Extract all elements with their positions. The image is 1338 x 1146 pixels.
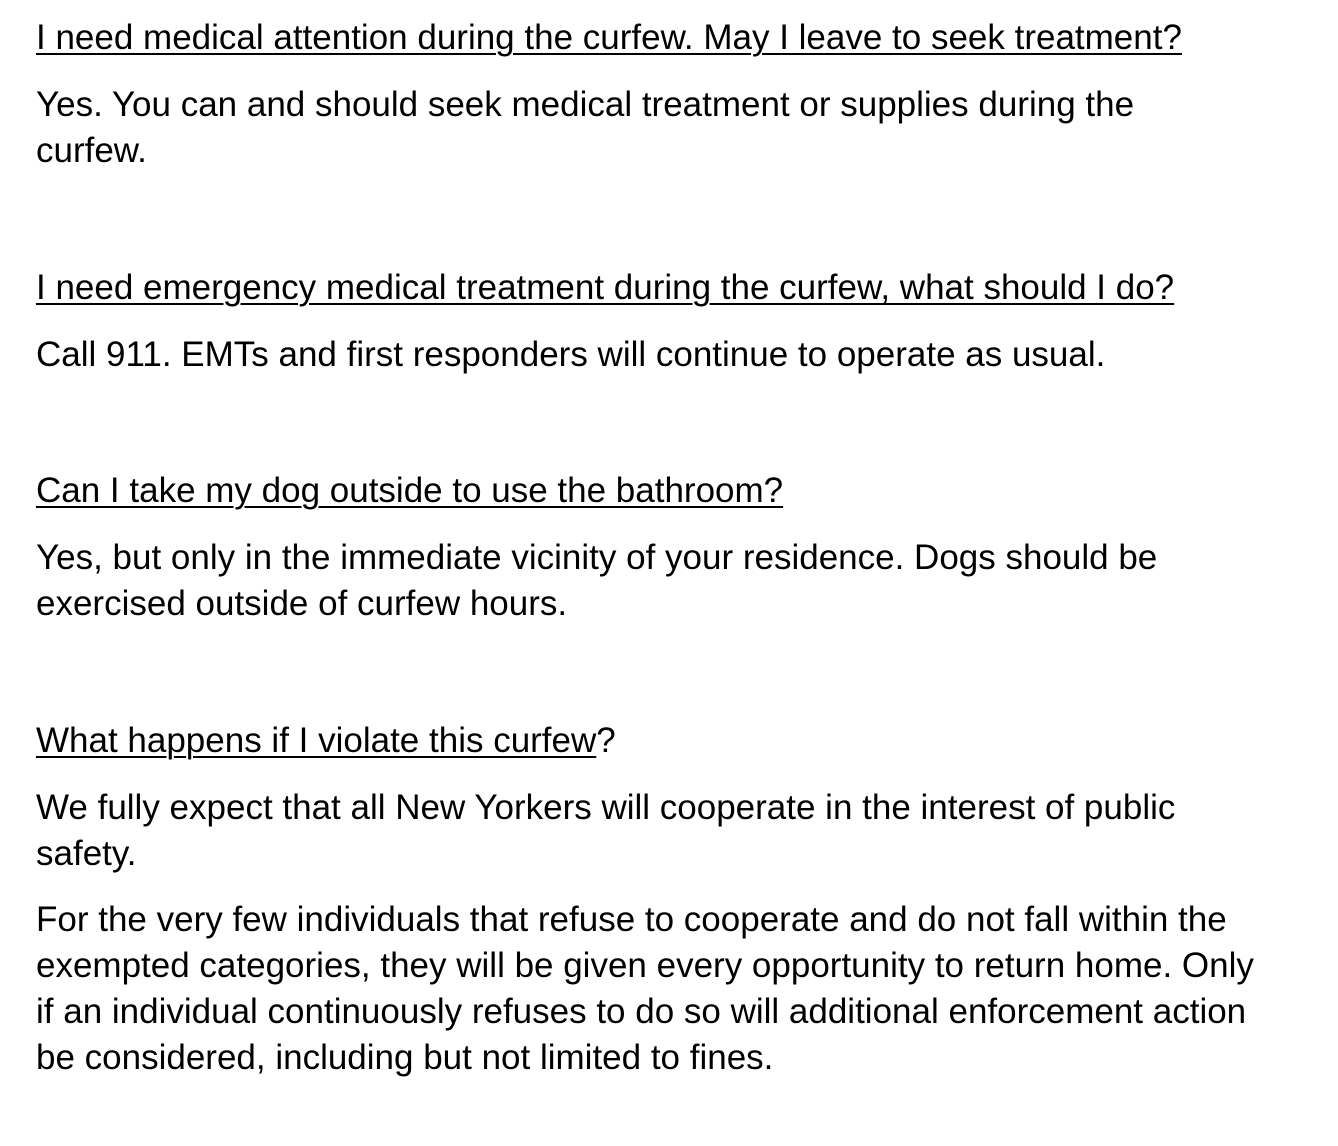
faq-medical-attention (36, 14, 1326, 174)
faq-question-text: I need medical attention during the curfew. May I leave to seek treatment? (36, 18, 1182, 57)
faq-answer: Yes. You can and should seek medical treatment or supplies during the curfew. (36, 85, 1135, 170)
faq-answer: We fully expect that all New Yorkers will cooperate in the interest of public safety. (36, 788, 1176, 873)
faq-answer: For the very few individuals that refuse to cooperate and do not fall within the exempted categories, they will be given every opportunity to return home. Only if an individual continuously refuses to do so will additional enforcement action be considered, including but not limited to fines. (36, 900, 1254, 1077)
faq-dog-outside (36, 467, 1326, 627)
faq-emergency-treatment (36, 264, 1326, 378)
faq-question (36, 467, 1326, 515)
faq-question (36, 264, 1326, 312)
faq-question (36, 14, 1326, 62)
faq-question-suffix: ? (596, 721, 616, 760)
faq-question (36, 717, 1326, 765)
faq-answer: Call 911. EMTs and first responders will continue to operate as usual. (36, 335, 1106, 374)
faq-question-text: I need emergency medical treatment during the curfew, what should I do? (36, 268, 1175, 307)
faq-violate-curfew (36, 717, 1326, 1081)
faq-question-text: Can I take my dog outside to use the bathroom? (36, 471, 784, 510)
faq-answer: Yes, but only in the immediate vicinity of your residence. Dogs should be exercised outside of curfew hours. (36, 538, 1158, 623)
faq-question-text: What happens if I violate this curfew (36, 721, 597, 760)
